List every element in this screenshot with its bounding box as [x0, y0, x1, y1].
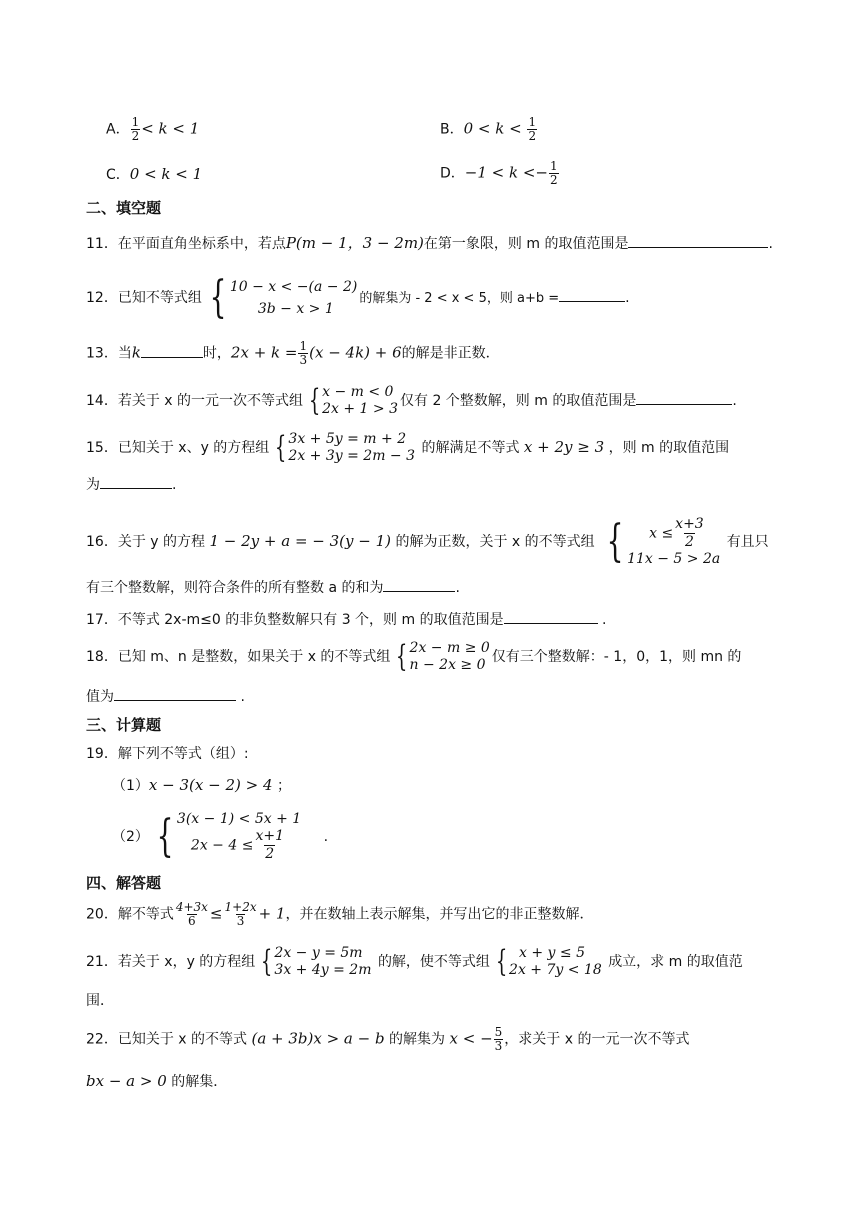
- option-b: B．0 < k < $\frac{1}{2}$: [440, 115, 537, 143]
- option-a: A． $\frac{1}{2}$ < k < 1: [106, 115, 200, 143]
- question-16-line2: 有三个整数解，则符合条件的所有整数 a 的和为 .: [86, 577, 860, 597]
- option-d: D．−1 < k <− $\frac{1}{2}$: [440, 159, 558, 187]
- question-20: 20．解不等式 $\frac{4+3x}{6}$ ≤ $\frac{1+2x}{3}$ + 1，并在数轴上表示解集，并写出它的非正整数解．: [86, 900, 594, 928]
- inequality-system: { x ≤ $\frac{x+3}{2}$ 11x − 5 > 2a: [606, 516, 721, 567]
- answer-blank[interactable]: [504, 609, 598, 624]
- question-17: 17．不等式 2x-m≤0 的非负整数解只有 3 个，则 m 的取值范围是 .: [86, 609, 860, 629]
- answer-blank[interactable]: [559, 287, 625, 302]
- option-c: C．0 < k < 1: [106, 165, 203, 183]
- question-19: 19．解下列不等式（组）:: [86, 746, 249, 762]
- answer-blank[interactable]: [141, 343, 203, 358]
- section-heading-calc: 三、计算题: [86, 716, 162, 734]
- answer-blank[interactable]: [628, 233, 768, 248]
- equation-system: { 3x + 5y = m + 2 2x + 3y = 2m − 3: [275, 430, 416, 465]
- equation-system: { x − m < 0 2x + 1 > 3: [308, 383, 398, 418]
- question-15: 15．已知关于 x、y 的方程组 { 3x + 5y = m + 2 2x + 3y = 2m − 3 的解满足不等式 x + 2y ≥ 3 ，则 m 的取值范围: [86, 430, 730, 465]
- fraction: $\frac{5}{3}$: [494, 1025, 503, 1053]
- answer-blank[interactable]: [114, 686, 236, 701]
- answer-blank[interactable]: [383, 577, 455, 592]
- question-12: 12．已知不等式组 { 10 − x < −(a − 2) 3b − x > 1 的解集为 ‐ 2 < x < 5，则 a+b = .: [86, 272, 630, 323]
- question-22: 22．已知关于 x 的不等式 (a + 3b)x > a − b 的解集为 x < − $\frac{5}{3}$ ，求关于 x 的一元一次不等式: [86, 1025, 690, 1053]
- question-21: 21．若关于 x，y 的方程组 { 2x − y = 5m 3x + 4y = 2m 的解，使不等式组 { x + y ≤ 5 2x + 7y < 18 成立，求 m 的取值范: [86, 944, 743, 979]
- fraction: $\frac{1}{2}$: [131, 115, 140, 143]
- fraction: $\frac{1}{2}$: [550, 159, 558, 187]
- fraction: $\frac{x+1}{2}$: [255, 828, 284, 862]
- question-16: 16．关于 y 的方程 1 − 2y + a = − 3(y − 1) 的解为正数，关于 x 的不等式组 { x ≤ $\frac{x+3}{2}$ 11x − 5 > 2a 有且只: [86, 516, 769, 567]
- fraction: $\frac{1+2x}{3}$: [224, 900, 257, 928]
- section-heading-fill: 二、填空题: [86, 199, 162, 217]
- inequality-system: { 2x − m ≥ 0 n − 2x ≥ 0: [396, 639, 490, 674]
- fraction: $\frac{4+3x}{6}$: [175, 900, 208, 928]
- inequality-system: { x + y ≤ 5 2x + 7y < 18: [495, 944, 602, 979]
- fraction: $\frac{1}{2}$: [528, 115, 537, 143]
- fraction: $\frac{1}{3}$: [299, 339, 308, 367]
- answer-blank[interactable]: [636, 390, 732, 405]
- question-19-part1: （1）x − 3(x − 2) > 4 ；: [112, 776, 291, 794]
- question-19-part2: （2） { 3(x − 1) < 5x + 1 2x − 4 ≤ $\frac{x+1}{2}$ .: [112, 811, 329, 862]
- question-22-line2: bx − a > 0 的解集．: [86, 1072, 228, 1090]
- answer-blank[interactable]: [100, 474, 172, 489]
- equation-system: { 2x − y = 5m 3x + 4y = 2m: [261, 944, 372, 979]
- question-18-line2: 值为 .: [86, 686, 860, 706]
- question-18: 18．已知 m、n 是整数，如果关于 x 的不等式组 { 2x − m ≥ 0 n − 2x ≥ 0 仅有三个整数解：‐ 1，0，1，则 mn 的: [86, 639, 742, 674]
- question-14: 14．若关于 x 的一元一次不等式组 { x − m < 0 2x + 1 > 3 仅有 2 个整数解，则 m 的取值范围是 .: [86, 383, 737, 418]
- fraction: $\frac{x+3}{2}$: [675, 516, 704, 550]
- section-heading-answer: 四、解答题: [86, 874, 162, 892]
- equation-system: { 10 − x < −(a − 2) 3b − x > 1: [209, 272, 358, 323]
- question-13: 13．当k 时，2x + k = $\frac{1}{3}$ (x − 4k) + 6的解是非正数．: [86, 339, 500, 367]
- question-15-line2: 为 .: [86, 474, 860, 494]
- inequality-system: { 3(x − 1) < 5x + 1 2x − 4 ≤ $\frac{x+1}{2}$: [156, 811, 302, 862]
- question-11: 11．在平面直角坐标系中，若点P(m − 1，3 − 2m)在第一象限，则 m 的取值范围是 .: [86, 234, 773, 252]
- question-21-line2: 围．: [86, 993, 114, 1009]
